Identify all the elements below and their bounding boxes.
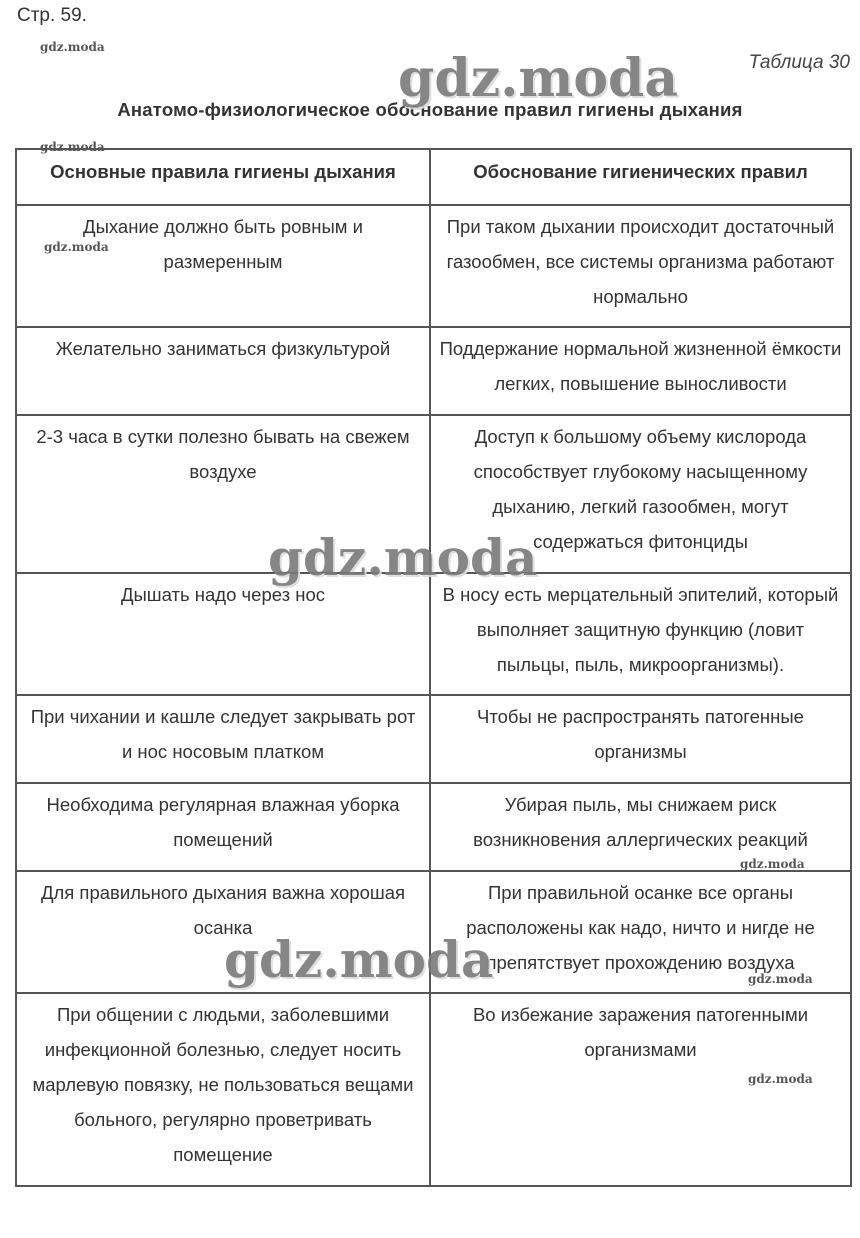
table-row xyxy=(16,573,851,695)
rule-cell: При чихании и кашле следует закрывать рот и нос носовым платком xyxy=(16,695,430,783)
watermark-small: gdz.moda xyxy=(748,972,813,986)
watermark-logo: gdz.moda xyxy=(268,528,538,587)
hygiene-table xyxy=(15,148,852,1187)
table-row xyxy=(16,695,851,783)
rule-cell: При общении с людьми, заболевшими инфекционной болезнью, следует носить марлевую повязку, не пользоваться вещами больного, регулярно проветривать помещение xyxy=(16,993,430,1186)
watermark-small: gdz.moda xyxy=(748,1072,813,1086)
rule-cell: Для правильного дыхания важна хорошая осанка xyxy=(16,871,430,993)
rule-cell: 2-3 часа в сутки полезно бывать на свежем воздухе xyxy=(16,415,430,573)
justification-cell: При правильной осанке все органы расположены как надо, ничто и нигде не препятствует прохождению воздуха xyxy=(430,871,851,993)
watermark-logo: gdz.moda xyxy=(398,48,679,109)
justification-cell: Чтобы не распространять патогенные организмы xyxy=(430,695,851,783)
rule-cell: Дышать надо через нос xyxy=(16,573,430,695)
justification-cell: В носу есть мерцательный эпителий, который выполняет защитную функцию (ловит пыльцы, пыль, микроорганизмы). xyxy=(430,573,851,695)
justification-cell: При таком дыхании происходит достаточный газообмен, все системы организма работают нормально xyxy=(430,205,851,327)
justification-cell: Доступ к большому объему кислорода способствует глубокому насыщенному дыханию, легкий газообмен, могут содержаться фитонциды xyxy=(430,415,851,573)
watermark-small: gdz.moda xyxy=(40,140,105,154)
page-number: Стр. 59. xyxy=(17,5,87,26)
watermark-small: gdz.moda xyxy=(44,240,109,254)
watermark-small: gdz.moda xyxy=(740,857,805,871)
table-row xyxy=(16,993,851,1186)
table-header-row xyxy=(16,149,851,205)
justification-cell: Поддержание нормальной жизненной ёмкости легких, повышение выносливости xyxy=(430,327,851,415)
header-justification: Обоснование гигиенических правил xyxy=(430,149,851,205)
table-title: Анатомо-физиологическое обоснование правил гигиены дыхания xyxy=(117,99,743,120)
table-row xyxy=(16,783,851,871)
justification-cell: Убирая пыль, мы снижаем риск возникновения аллергических реакций xyxy=(430,783,851,871)
rule-cell: Желательно заниматься физкультурой xyxy=(16,327,430,415)
table-row xyxy=(16,205,851,327)
table-number: Таблица 30 xyxy=(748,52,850,73)
watermark-logo: gdz.moda xyxy=(224,930,494,989)
justification-cell: Во избежание заражения патогенными организмами xyxy=(430,993,851,1186)
table-row xyxy=(16,327,851,415)
watermark-small: gdz.moda xyxy=(40,40,105,54)
header-rules: Основные правила гигиены дыхания xyxy=(16,149,430,205)
rule-cell: Дыхание должно быть ровным и размеренным xyxy=(16,205,430,327)
rule-cell: Необходима регулярная влажная уборка помещений xyxy=(16,783,430,871)
